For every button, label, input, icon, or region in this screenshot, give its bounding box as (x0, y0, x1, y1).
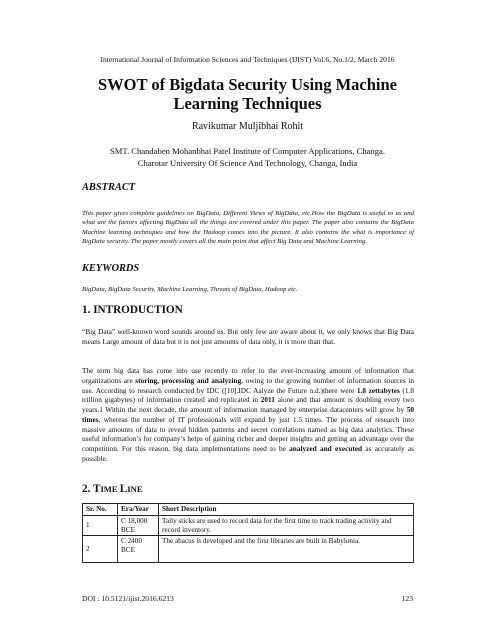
column-header-era-year: Era/Year (118, 504, 159, 516)
author-name: Ravikumar Muljibhai Rohit (191, 121, 304, 132)
table-row (83, 536, 414, 563)
para2-bold-2: 1.8 zettabytes (356, 385, 400, 395)
cell-era-year: C 2400 BCE (118, 536, 159, 563)
table-header-row (83, 504, 414, 516)
para2-text-2: , owing to the growing number of information sources in use. According to research conducted by IDC ([10].IDC Aalyze the Future n.d.)there were (82, 375, 414, 395)
keywords-text: BigData, BigData Security, Machine Learning, Threats of BigData, Hadoop etc. (82, 286, 298, 293)
para2-text-3: (1.8 trillion gigabytes) of information created and replicated in (82, 385, 414, 405)
affiliation (40, 145, 455, 169)
para2-bold-1: storing, processing and analyzing (135, 375, 242, 385)
para2-bold-5: analyzed and executed (289, 444, 363, 453)
timeline-heading-part-1: IME (100, 484, 120, 494)
title-line-2: Learning Techniques (173, 94, 322, 113)
page-number: 123 (401, 594, 413, 603)
timeline-heading-num: 2. T (82, 483, 101, 495)
para2-text-6: as accurately as possible. (82, 444, 414, 463)
cell-description: Tally sticks are used to record data for the first time to track trading activity and record inventory. (159, 515, 414, 536)
cell-era-year: C 18,000 BCE (118, 515, 159, 536)
intro-paragraph-2 (82, 366, 414, 464)
intro-paragraph-1: “Big Data” well-known word sounds around us. But only few are aware about it, we only knows that Big Data means Large amount of data but it is not just amounts of data only, it is more than that. (82, 327, 414, 346)
para2-text-1: The term big data has come into use recently to refer to the ever-increasing amount of information that organizations are (82, 366, 414, 385)
title-line-1: SWOT of Bigdata Security Using Machine (97, 75, 397, 94)
timeline-heading (82, 483, 143, 495)
para2-bold-3: 2011 (260, 395, 275, 405)
abstract-heading: ABSTRACT (82, 182, 136, 193)
affiliation-line-1: SMT. Chandaben Mohanbhai Patel Institute of Computer Applications, Changa. (109, 146, 386, 156)
cell-sr-no: 2 (83, 536, 118, 563)
column-header-sr-no: Sr. No. (83, 504, 118, 516)
column-header-short-description: Short Description (159, 504, 414, 516)
journal-header: International Journal of Information Sciences and Techniques (IJIST) Vol.6, No.1/2, March 2016 (100, 55, 395, 64)
table-row (83, 515, 414, 536)
footer-doi: DOI : 10.5121/ijist.2016.6213 (82, 594, 174, 603)
affiliation-line-2: Charotar University Of Science And Technology, Changa, India (137, 158, 358, 168)
timeline-heading-l: L (119, 483, 128, 495)
timeline-table (82, 503, 414, 563)
para2-text-4: alone and that amount is doubling every two years.1 Within the next decade, the amount of information managed by enterprise datacenters will grow by (82, 395, 414, 414)
keywords-heading: KEYWORDS (82, 263, 140, 274)
cell-description: The abacus is developed and the first libraries are built in Babylonia. (159, 536, 414, 563)
para2-bold-4: 50 times (82, 405, 414, 424)
abstract-text: This paper gives complete guidelines on BigData, Different Views of BigData, etc.How the BigData is useful to us and what are the factors affecting BigData all the things are covered under this paper. The paper also contains the BigData Machine learning techniques and how the Hadoop comes into the picture. It also contains the what is importance of BigData security. The paper mostly covers all the main point that affect Big Data and Machine Learning. (82, 210, 414, 245)
para2-text-5: , whereas the number of IT professionals will expand by just 1.5 times. The process of research into massive amounts of data to reveal hidden patterns and secret correlations named as big data analytics. These useful information’s for company’s helps of gaining richer and deeper insights and getting an advantage over the competition. For this reason, big data implementations need to be (82, 414, 414, 453)
timeline-heading-part-2: INE (127, 484, 143, 494)
cell-sr-no: 1 (83, 515, 118, 536)
paper-title (40, 75, 455, 113)
introduction-heading: 1. INTRODUCTION (82, 304, 183, 316)
